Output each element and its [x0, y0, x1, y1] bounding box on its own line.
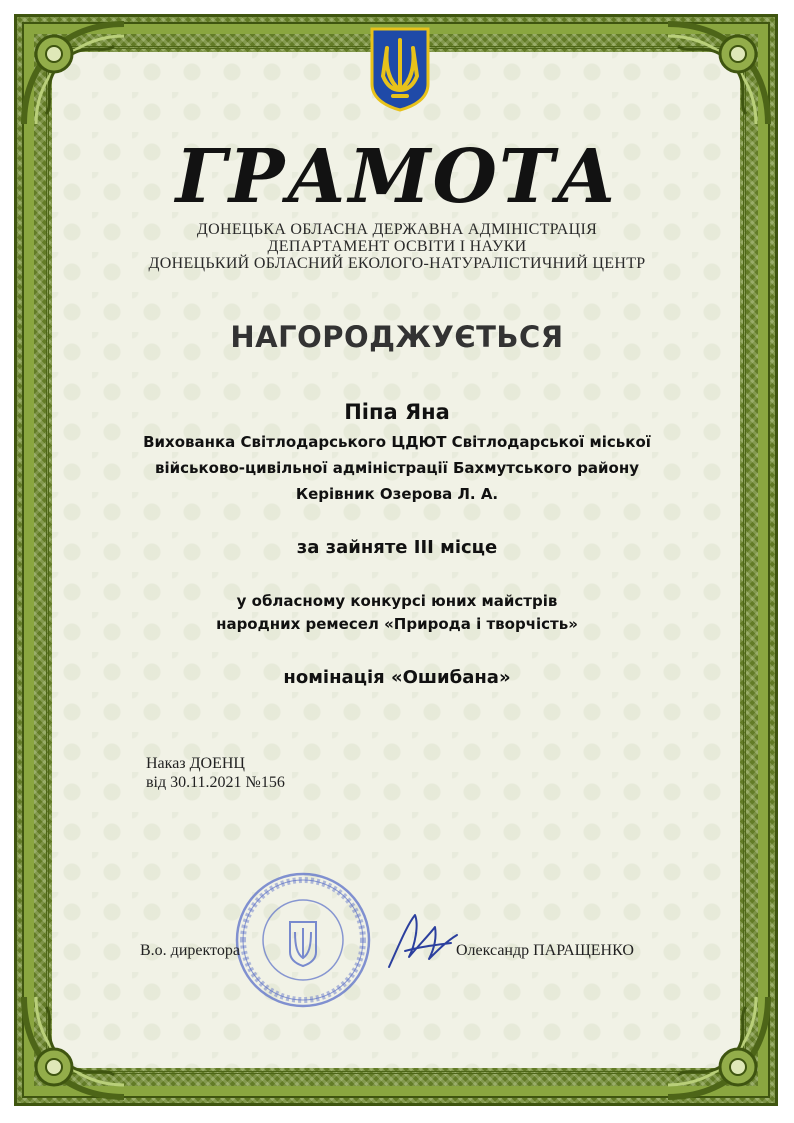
ornament-corner-icon: [14, 14, 134, 134]
recipient-detail-3: Керівник Озерова Л. А.: [295, 485, 499, 503]
signature-icon: [385, 905, 465, 975]
recipient-detail-1: Вихованка Світлодарського ЦДЮТ Світлодарської міської: [143, 433, 651, 451]
organization-line-1: ДОНЕЦЬКА ОБЛАСНА ДЕРЖАВНА АДМІНІСТРАЦІЯ: [196, 221, 598, 238]
ornament-corner-icon: [658, 987, 778, 1107]
organization-line-3: ДОНЕЦЬКИЙ ОБЛАСНИЙ ЕКОЛОГО-НАТУРАЛІСТИЧНИЙ ЦЕНТР: [148, 255, 646, 272]
contest-line-1: у обласному конкурсі юних майстрів: [236, 592, 558, 610]
ornament-corner-icon: [14, 987, 134, 1107]
nomination: номінація «Ошибана»: [283, 667, 511, 688]
certificate-title: ГРАМОТА: [175, 134, 619, 220]
contest-line-2: народних ремесел «Природа і творчість»: [216, 615, 578, 633]
ornament-corner-icon: [658, 14, 778, 134]
order-line-1: Наказ ДОЕНЦ: [146, 755, 245, 772]
stamp-icon: [233, 870, 373, 1010]
signatory-role: В.о. директора: [140, 942, 240, 959]
award-heading: НАГОРОДЖУЄТЬСЯ: [230, 320, 564, 354]
trident-emblem-icon: [369, 26, 431, 112]
recipient-detail-2: військово-цивільної адміністрації Бахмутського району: [154, 459, 639, 477]
signatory-name: Олександр ПАРАЩЕНКО: [456, 942, 634, 959]
organization-line-2: ДЕПАРТАМЕНТ ОСВІТИ І НАУКИ: [267, 238, 527, 255]
place-awarded: за зайняте ІІІ місце: [296, 537, 498, 558]
order-line-2: від 30.11.2021 №156: [146, 774, 285, 791]
recipient-name: Піпа Яна: [344, 400, 450, 424]
